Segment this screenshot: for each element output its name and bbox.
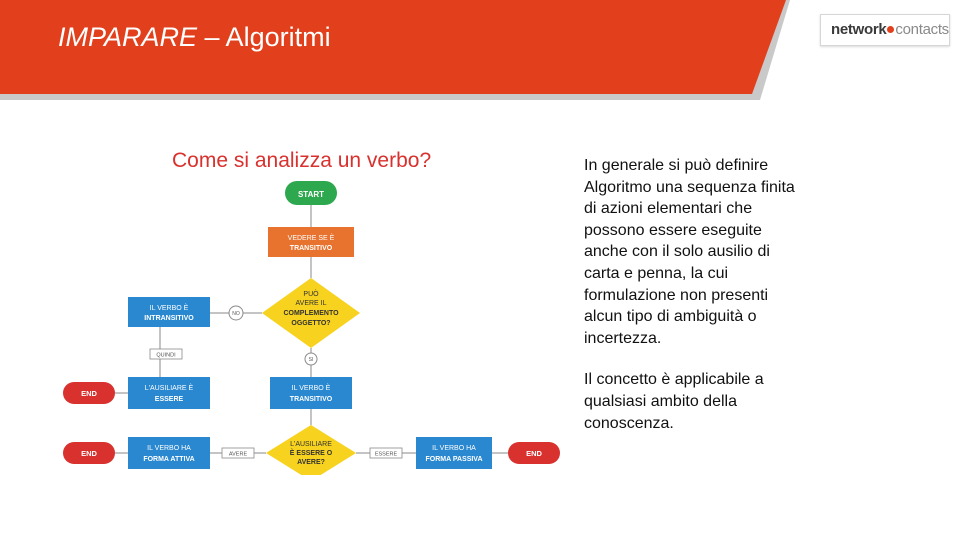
active-form-label-1: IL VERBO HA xyxy=(147,445,191,452)
active-form-box xyxy=(128,437,210,469)
decision1-line-2: AVERE IL xyxy=(295,300,327,307)
passive-form-box xyxy=(416,437,492,469)
decision1-line-1: PUÒ xyxy=(303,291,319,298)
check-transitive-box xyxy=(268,227,354,257)
definition-text xyxy=(584,155,804,454)
essere-label: ESSERE xyxy=(374,451,398,458)
flowchart-diagram xyxy=(50,135,570,475)
transitive-label-1: IL VERBO È xyxy=(291,385,331,392)
diagram-heading: Come si analizza un verbo? xyxy=(172,149,432,172)
passive-form-label-2: FORMA PASSIVA xyxy=(425,456,483,463)
definition-paragraph: In generale si può definire Algoritmo una sequenza finita di azioni elementari che possono essere eseguite anche con il solo ausilio di carta e penna, la cui formulazione non presenti alcun tipo di ambiguità o incertezza. xyxy=(584,157,795,347)
check-transitive-label-1: VEDERE SE È xyxy=(287,235,335,242)
decision1-line-3: COMPLEMENTO xyxy=(283,310,339,317)
company-logo xyxy=(820,14,950,46)
decision2-line-1: L'AUSILIARE xyxy=(290,441,332,448)
intransitive-label-2: INTRANSITIVO xyxy=(144,315,194,322)
passive-form-label-1: IL VERBO HA xyxy=(432,445,476,452)
slide-title: IMPARARE – Algoritmi xyxy=(58,22,331,52)
decision2-line-3: AVERE? xyxy=(297,459,325,466)
transitive-box xyxy=(270,377,352,409)
auxiliary-essere-box xyxy=(128,377,210,409)
check-transitive-label-2: TRANSITIVO xyxy=(289,245,333,252)
decision1-line-4: OGGETTO? xyxy=(291,320,331,327)
quindi-label: QUINDI xyxy=(156,352,176,359)
auxiliary-essere-label-1: L'AUSILIARE È xyxy=(144,385,194,392)
intransitive-box xyxy=(128,297,210,327)
si-label: SI xyxy=(308,357,314,363)
end-node-2-label: END xyxy=(81,449,97,458)
active-form-label-2: FORMA ATTIVA xyxy=(143,456,195,463)
start-label: START xyxy=(297,190,325,199)
decision2-line-2: È ESSERE O xyxy=(289,450,333,457)
no-label: NO xyxy=(232,311,240,317)
logo-text-b: contacts xyxy=(895,21,949,38)
transitive-label-2: TRANSITIVO xyxy=(289,396,333,403)
end-node-1-label: END xyxy=(81,389,97,398)
end-node-3-label: END xyxy=(526,449,542,458)
scope-paragraph: Il concetto è applicabile a qualsiasi ambito della conoscenza. xyxy=(584,371,764,432)
intransitive-label-1: IL VERBO È xyxy=(149,305,189,312)
auxiliary-essere-label-2: ESSERE xyxy=(154,396,184,403)
logo-text-a: network xyxy=(831,21,887,38)
avere-label: AVERE xyxy=(228,451,248,458)
logo-dot-icon xyxy=(887,26,894,33)
